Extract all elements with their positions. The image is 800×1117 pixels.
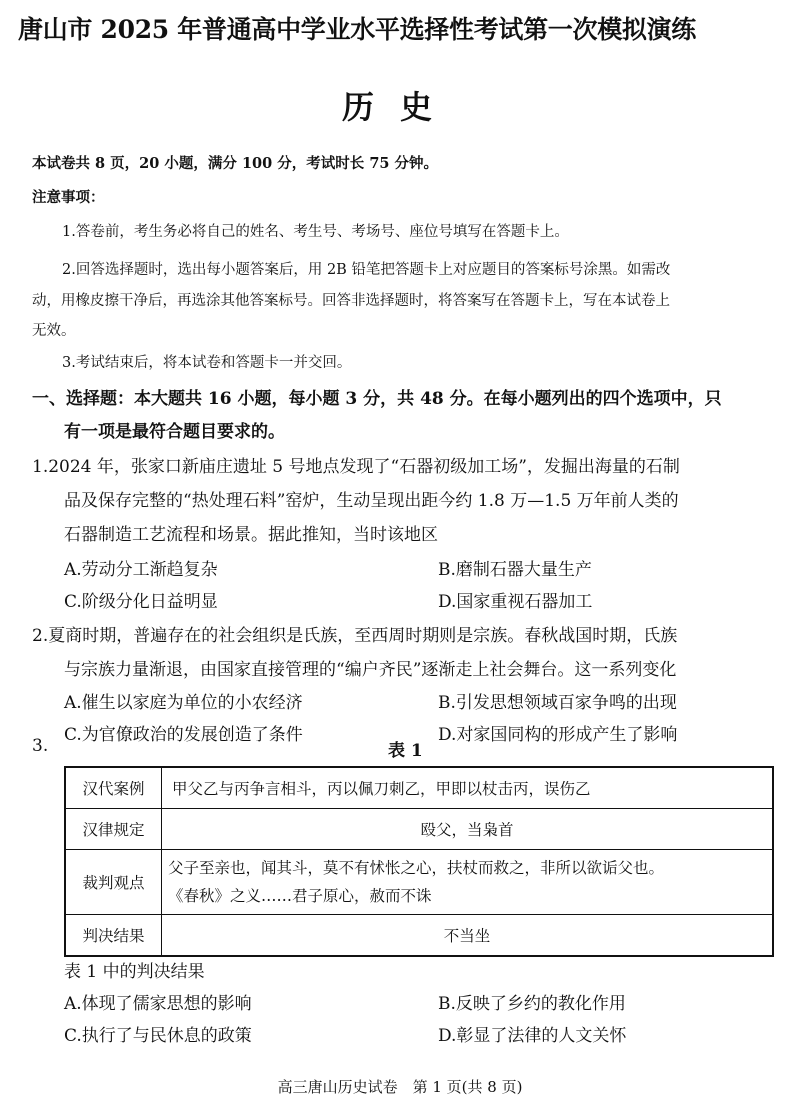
case-table xyxy=(64,766,774,957)
table-header-cell: 汉律规定 xyxy=(65,809,162,850)
notice-item: 无效。 xyxy=(32,323,76,339)
option-b: B.反映了乡约的教化作用 xyxy=(438,994,626,1014)
table-cell: 殴父，当枭首 xyxy=(162,809,774,850)
notice-item: 3.考试结束后，将本试卷和答题卡一并交回。 xyxy=(62,355,352,371)
section-heading: 一、选择题：本大题共 16 小题，每小题 3 分，共 48 分。在每小题列出的四个选项中，只 xyxy=(32,389,722,409)
question-number: 3. xyxy=(32,736,49,756)
table-row xyxy=(65,850,773,915)
option-d: D.国家重视石器加工 xyxy=(438,592,593,612)
table-row xyxy=(65,915,773,957)
table-row xyxy=(65,767,773,809)
table-caption: 表 1 xyxy=(388,741,423,761)
option-d: D.对家国同构的形成产生了影响 xyxy=(438,725,678,745)
table-row xyxy=(65,809,773,850)
option-a: A.催生以家庭为单位的小农经济 xyxy=(64,693,303,713)
question-text: 2.夏商时期，普遍存在的社会组织是氏族，至西周时期则是宗族。春秋战国时期，氏族 xyxy=(32,626,678,646)
table-cell xyxy=(162,850,774,915)
notice-item: 2.回答选择题时，选出每小题答案后，用 2B 铅笔把答题卡上对应题目的答案标号涂黑。如需改 xyxy=(62,262,671,278)
question-text: 1.2024 年，张家口新庙庄遗址 5 号地点发现了“石器初级加工场”，发掘出海量的石制 xyxy=(32,457,680,477)
question-text: 品及保存完整的“热处理石料”窑炉，生动呈现出距今约 1.8 万—1.5 万年前人类的 xyxy=(64,491,679,511)
option-c: C.为官僚政治的发展创造了条件 xyxy=(64,725,303,745)
option-a: A.劳动分工渐趋复杂 xyxy=(64,560,218,580)
option-d: D.彰显了法律的人文关怀 xyxy=(438,1026,627,1046)
exam-summary: 本试卷共 8 页，20 小题，满分 100 分，考试时长 75 分钟。 xyxy=(32,155,439,172)
option-b: B.引发思想领域百家争鸣的出现 xyxy=(438,693,677,713)
notice-item: 动，用橡皮擦干净后，再选涂其他答案标号。回答非选择题时，将答案写在答题卡上，写在本试卷上 xyxy=(32,293,670,309)
table-cell: 甲父乙与丙争言相斗，丙以佩刀刺乙，甲即以杖击丙，误伤乙 xyxy=(162,767,774,809)
option-a: A.体现了儒家思想的影响 xyxy=(64,994,252,1014)
subject-title: 历史 xyxy=(341,88,458,126)
table-header-cell: 裁判观点 xyxy=(65,850,162,915)
table-header-cell: 汉代案例 xyxy=(65,767,162,809)
table-cell-line: 《春秋》之义……君子原心，赦而不诛 xyxy=(168,887,432,905)
section-heading: 有一项是最符合题目要求的。 xyxy=(64,422,285,442)
notice-title: 注意事项： xyxy=(32,189,105,206)
table-cell-line: 父子至亲也，闻其斗，莫不有怵怅之心，扶杖而救之，非所以欲诟父也。 xyxy=(168,859,665,877)
option-c: C.阶级分化日益明显 xyxy=(64,592,218,612)
table-cell: 不当坐 xyxy=(162,915,774,957)
question-text: 石器制造工艺流程和场景。据此推知，当时该地区 xyxy=(64,525,438,545)
exam-title: 唐山市 2025 年普通高中学业水平选择性考试第一次模拟演练 xyxy=(18,15,696,44)
question-text: 表 1 中的判决结果 xyxy=(64,962,205,982)
question-text: 与宗族力量渐退，由国家直接管理的“编户齐民”逐渐走上社会舞台。这一系列变化 xyxy=(64,660,677,680)
option-b: B.磨制石器大量生产 xyxy=(438,560,592,580)
option-c: C.执行了与民休息的政策 xyxy=(64,1026,252,1046)
page-footer: 高三唐山历史试卷 第 1 页(共 8 页) xyxy=(277,1078,523,1096)
table-header-cell: 判决结果 xyxy=(65,915,162,957)
notice-item: 1.答卷前，考生务必将自己的姓名、考生号、考场号、座位号填写在答题卡上。 xyxy=(62,224,569,240)
